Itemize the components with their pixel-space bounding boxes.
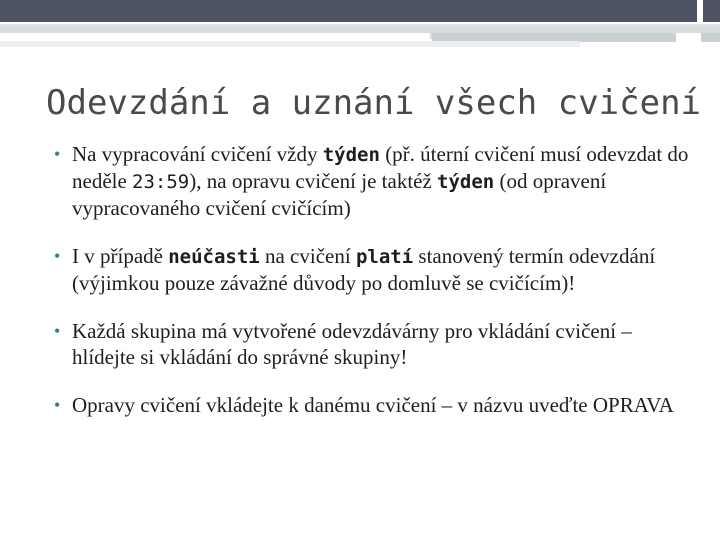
bullet-marker: • [54,246,61,266]
bullet-text: Každá skupina má vytvořené odevzdávárny pro vkládání cvičení – hlídejte si vkládání do správné skupiny! [72,319,632,369]
bullet-time: 23:59 [132,171,190,193]
bullet-item-deadline [52,141,692,221]
top-bar-gap-right [676,33,701,42]
top-bar-dark-corner [703,0,720,22]
slide-title: Odevzdání a uznání všech cvičení [46,83,702,123]
bullet-emphasis: týden [437,171,495,193]
bullet-emphasis: neúčasti [168,246,260,268]
bullet-text: na cvičení [259,244,356,268]
bullet-text: Opravy cvičení vkládejte k danému cvičení – v názvu uveďte OPRAVA [72,393,674,417]
bullet-list [52,141,692,440]
bullet-item-groups [52,318,692,370]
bullet-emphasis: týden [322,144,380,166]
bullet-text: stanovený termín odevzdání (výjimkou pouze závažné důvody po domluvě se cvičícím)! [72,244,656,295]
bullet-text: (př. úterní cvičení musí odevzdat do neděle [72,142,689,193]
bullet-marker: • [54,321,61,341]
top-bar-gap [0,33,430,41]
bullet-marker: • [54,144,61,164]
bullet-emphasis: platí [355,246,414,268]
top-bar-underline [0,41,580,47]
bullet-marker: • [54,395,61,415]
bullet-text: ), na opravu cvičení je taktéž [189,169,438,193]
bullet-text: (od opravení vypracovaného cvičení cvičícím) [72,169,607,220]
bullet-item-absence [52,243,692,296]
bullet-item-corrections [52,392,692,418]
top-bar-dark [0,0,697,22]
top-bar-accent-corner [701,33,720,42]
bullet-text: I v případě [72,244,169,268]
bullet-text: Na vypracování cvičení vždy [72,142,323,166]
